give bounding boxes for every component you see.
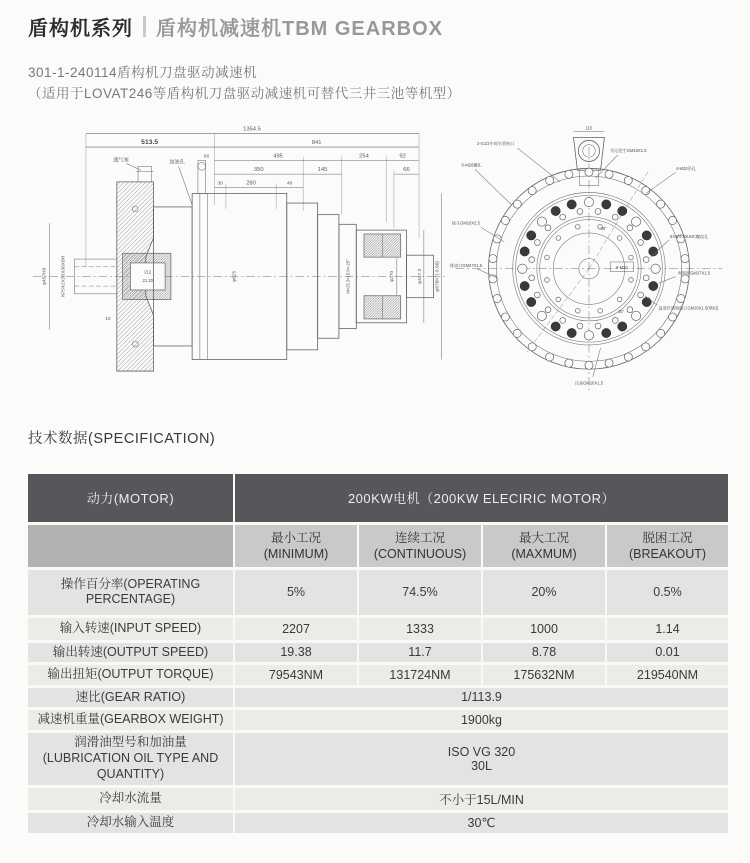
value-cell: 79543NM — [235, 665, 357, 685]
dim-115: 115 — [585, 125, 593, 131]
row-label-gear-ratio: 速比(GEAR RATIO) — [28, 688, 233, 707]
row-label-cooling-water-flow: 冷却水流量 — [28, 788, 233, 810]
oil-drain-label: 排油口GM27X1.5 — [449, 262, 483, 268]
value-cell: 5% — [235, 570, 357, 615]
thread-callout: 8-M20 — [615, 265, 628, 271]
value-cell: 1333 — [359, 618, 481, 640]
dim-280: 280 — [246, 180, 256, 187]
merged-value-cell: 1900kg — [235, 710, 728, 730]
row-label-input-speed: 输入转速(INPUT SPEED) — [28, 618, 233, 640]
condition-zh: 最大工况 — [518, 530, 569, 545]
row-label-lubrication-oil: 润滑油型号和加油量 (LUBRICATION OIL TYPE AND QUANTITY) — [28, 733, 233, 785]
condition-header-breakout — [607, 525, 728, 567]
dim-2120: 21.20 — [142, 278, 153, 284]
handle-label: 吊运把手GM16X1.5 — [610, 147, 647, 153]
dim-145: 145 — [317, 167, 328, 174]
spec-table — [28, 474, 728, 833]
condition-en: (CONTINUOUS) — [373, 546, 467, 561]
title-divider — [143, 16, 146, 37]
dim-30: 30 — [217, 181, 223, 187]
spec-section-heading: 技术数据(SPECIFICATION) — [28, 430, 216, 447]
angle-30-label: 30° — [600, 225, 607, 231]
section-view-drawing — [28, 117, 448, 405]
condition-zh: 脱困工况 — [642, 530, 693, 545]
joint-label: 接头GM16X2.5 — [451, 220, 480, 226]
value-cell: 1.14 — [607, 618, 728, 640]
dim-92: 92 — [399, 153, 406, 160]
oil-type: ISO VG 320 — [447, 744, 516, 759]
lift-hole-label: 4-M20吊孔 — [675, 166, 696, 172]
inspection-window-label: 观察窗GM27X1.5 — [677, 270, 711, 276]
subheader-empty-cell — [28, 525, 233, 567]
condition-header-continuous — [359, 525, 481, 567]
value-cell: 11.7 — [359, 643, 481, 662]
row-label-output-speed: 输出转速(OUTPUT SPEED) — [28, 643, 233, 662]
dim-350: 350 — [253, 167, 264, 174]
dimension-chains — [86, 126, 419, 187]
row-label-gearbox-weight: 减速机重量(GEARBOX WEIGHT) — [28, 710, 233, 730]
front-view-drawing — [448, 117, 728, 405]
subtitle-block — [28, 63, 728, 105]
condition-zh: 最小工况 — [270, 530, 321, 545]
value-cell: 19.38 — [235, 643, 357, 662]
value-cell: 0.01 — [607, 643, 728, 662]
merged-value-cell: 1/113.9 — [235, 688, 728, 707]
dim-gear: M=25.2×15.6×-25° — [345, 259, 351, 294]
row-label-operating-percentage: 操作百分率(OPERATING PERCENTAGE) — [28, 570, 233, 615]
temp-sensor-label: 温度传感器接口GM16X1.5(堵闷) — [658, 305, 719, 311]
condition-en: (MINIMUM) — [263, 546, 329, 561]
condition-header-maximum — [483, 525, 605, 567]
model-number-line: 301-1-240114盾构机刀盘驱动减速机 — [28, 65, 258, 80]
application-note-line: （适用于LOVAT246等盾构机刀盘驱动减速机可替代三井三池等机型） — [28, 85, 461, 101]
input-flange — [117, 182, 171, 371]
page-header — [28, 12, 728, 41]
row-label-output-torque: 输出扭矩(OUTPUT TORQUE) — [28, 665, 233, 685]
merged-value-cell — [235, 733, 728, 785]
value-cell: 131724NM — [359, 665, 481, 685]
dim-d270: φ270 — [389, 270, 395, 282]
condition-zh: 连续工况 — [394, 530, 445, 545]
leader-labels — [450, 140, 719, 385]
dim-d4473: φ447.3 — [417, 268, 423, 284]
unc-bolt-label: 8X3/4-10UNC螺纹孔 — [670, 233, 709, 239]
dim-40: 40 — [286, 181, 293, 187]
angle-45-label: 45° — [617, 308, 625, 314]
dim-right: 841 — [311, 140, 322, 147]
value-cell: 0.5% — [607, 570, 728, 615]
oil-fill-port-label: 注油GM16X1.5 — [574, 380, 604, 386]
dim-212: 212 — [144, 269, 152, 275]
dim-left: 513.5 — [141, 139, 159, 147]
dim-d625: φ625 — [232, 270, 238, 282]
dim-254: 254 — [359, 153, 369, 160]
dim-d678: φ678h7(-0.08) — [435, 260, 441, 292]
product-title: 盾构机减速机TBM GEARBOX — [156, 18, 443, 40]
merged-value-cell: 不小于15L/MIN — [235, 788, 728, 810]
series-title: 盾构机系列 — [28, 18, 133, 40]
value-cell: 1000 — [483, 618, 605, 640]
value-cell: 175632NM — [483, 665, 605, 685]
gearbox-body — [154, 160, 434, 359]
motor-value-cell: 200KW电机（200KW ELECIRIC MOTOR） — [235, 474, 728, 522]
dim-10: 10 — [105, 316, 111, 322]
dim-495: 495 — [273, 153, 283, 160]
oil-fill-label: 加油孔 — [168, 159, 185, 166]
water-port-label: 2-G1/2中间水管接口 — [476, 140, 515, 146]
technical-drawings — [28, 117, 728, 405]
merged-value-cell: 30℃ — [235, 813, 728, 833]
dim-overall: 1354.5 — [243, 126, 261, 133]
breather-plug-label: 透气塞 — [112, 157, 129, 164]
value-cell: 74.5% — [359, 570, 481, 615]
value-cell: 2207 — [235, 618, 357, 640]
value-cell: 8.78 — [483, 643, 605, 662]
oil-quantity: 30L — [471, 758, 492, 773]
dim-66: 66 — [403, 167, 410, 174]
condition-header-minimum — [235, 525, 357, 567]
value-cell: 20% — [483, 570, 605, 615]
value-cell: 219540NM — [607, 665, 728, 685]
motor-header-cell: 动力(MOTOR) — [28, 474, 233, 522]
condition-en: (BREAKOUT) — [628, 546, 707, 561]
dim-d457: φ457H9 — [42, 267, 48, 285]
row-label-cooling-water-temp: 冷却水输入温度 — [28, 813, 233, 833]
dim-60: 60 — [203, 154, 210, 160]
condition-en: (MAXMUM) — [511, 546, 577, 561]
dim-spline: N75X2X30X36X8H — [61, 255, 67, 297]
thread-hole-label: 6-M20螺孔 — [461, 162, 482, 168]
